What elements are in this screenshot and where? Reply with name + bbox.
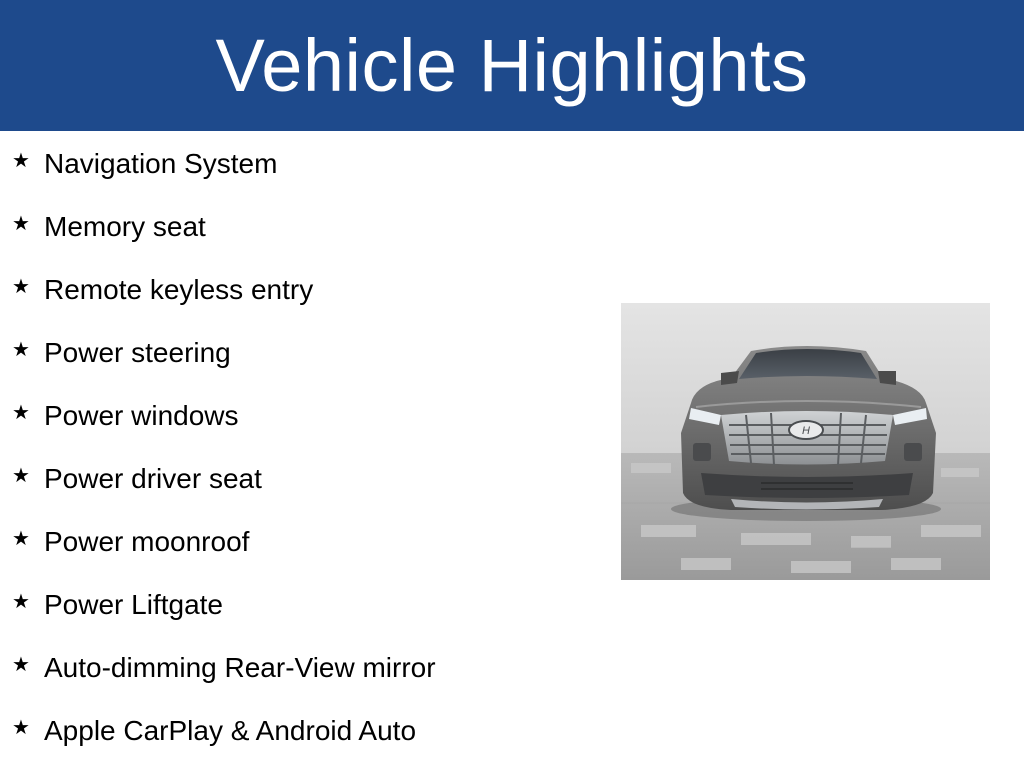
feature-item <box>12 573 436 636</box>
star-icon: ★ <box>12 653 30 676</box>
star-icon: ★ <box>12 212 30 235</box>
svg-text:H: H <box>802 425 810 437</box>
feature-label: Power driver seat <box>44 462 262 494</box>
feature-item <box>12 510 436 573</box>
feature-item <box>12 321 436 384</box>
header-banner <box>0 0 1024 131</box>
suv-front-image <box>621 303 990 580</box>
feature-list <box>12 132 436 762</box>
feature-label: Power Liftgate <box>44 588 223 620</box>
feature-item <box>12 699 436 762</box>
star-icon: ★ <box>12 401 30 424</box>
feature-label: Power steering <box>44 336 231 368</box>
vehicle-photo <box>621 303 990 580</box>
feature-item <box>12 384 436 447</box>
star-icon: ★ <box>12 716 30 739</box>
feature-label: Power windows <box>44 399 239 431</box>
star-icon: ★ <box>12 275 30 298</box>
star-icon: ★ <box>12 464 30 487</box>
feature-label: Navigation System <box>44 147 278 179</box>
feature-label: Apple CarPlay & Android Auto <box>44 714 417 746</box>
feature-label: Auto-dimming Rear-View mirror <box>44 651 436 683</box>
feature-item <box>12 258 436 321</box>
star-icon: ★ <box>12 149 30 172</box>
feature-item <box>12 447 436 510</box>
star-icon: ★ <box>12 527 30 550</box>
star-icon: ★ <box>12 590 30 613</box>
feature-item <box>12 636 436 699</box>
feature-item <box>12 132 436 195</box>
page-title: Vehicle Highlights <box>215 23 809 107</box>
star-icon: ★ <box>12 338 30 361</box>
feature-label: Remote keyless entry <box>44 273 314 305</box>
feature-item <box>12 195 436 258</box>
feature-label: Memory seat <box>44 210 206 242</box>
feature-label: Power moonroof <box>44 525 250 557</box>
